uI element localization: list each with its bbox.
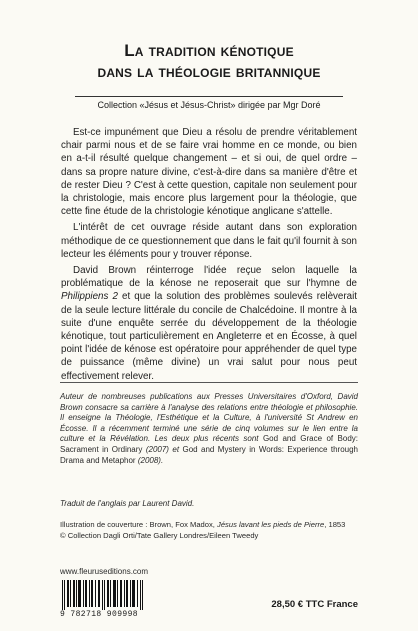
title-line-2: dans la théologie britannique bbox=[97, 62, 321, 81]
author-bio-text-3: (2008). bbox=[137, 455, 164, 465]
illustration-year: , 1853 bbox=[324, 520, 346, 529]
price-label: 28,50 € TTC France bbox=[271, 599, 358, 610]
barcode-icon bbox=[60, 580, 148, 610]
author-bio-text-2: (2007) et bbox=[145, 444, 180, 454]
illustration-prefix: Illustration de couverture : Brown, Fox Madox, bbox=[60, 520, 215, 529]
illustration-work: Jésus lavant les pieds de Pierre bbox=[217, 520, 325, 529]
summary-text bbox=[61, 126, 357, 386]
summary-paragraph-3: David Brown réinterroge l'idée reçue selon laquelle la problématique de la kénose ne reposerait que sur l'hymne de Philippiens 2 et que la solution des problèmes soulevés relèverait de la seule lecture littérale du concile de Chalcédoine. Il montre à la suite d'une enquête serrée du développement de la théologie kénotique, tout particulièrement en Angleterre et en Écosse, à quel point l'idée de kénose est opératoire pour appréhender de quel type de puissance (même divine) un vrai salut pour nous peut effectivement relever. bbox=[61, 265, 357, 382]
illustration-copyright: © Collection Dagli Orti/Tate Gallery Londres/Eileen Tweedy bbox=[60, 530, 259, 540]
summary-paragraph-2: L'intérêt de cet ouvrage réside autant dans son exploration méthodique de ce questionnement que dans le fait qu'il fournit à son lecteur les éléments pour y trouver réponse. bbox=[61, 222, 357, 260]
publisher-website: www.fleuruseditions.com bbox=[60, 567, 149, 576]
illustration-credit bbox=[60, 520, 358, 541]
title-line-1: La tradition kénotique bbox=[124, 41, 294, 60]
section-divider bbox=[60, 382, 358, 383]
isbn-number: 9 782718 909998 bbox=[60, 610, 139, 619]
author-bio-text: Auteur de nombreuses publications aux Presses Universitaires d'Oxford, David Brown consacre sa carrière à l'analyse des relations entre théologie et philosophie. Il enseigne la Théologie, l'Esthétique et la Culture, à l'université St Andrew en Écosse. Il a récemment terminé une série de cinq volumes sur le lien entre la culture et la Révélation. Les deux plus récents sont bbox=[60, 392, 358, 444]
author-bio bbox=[60, 392, 358, 466]
translator-credit: Traduit de l'anglais par Laurent David. bbox=[60, 499, 195, 508]
book-title-2: God and Mystery in Words: Experience through Drama and Metaphor bbox=[60, 444, 358, 465]
summary-paragraph-1: Est-ce impunément que Dieu a résolu de prendre véritablement chair parmi nous et de se faire vrai homme en ce monde, ou bien en a-t-il résulté quelque changement – et si oui, de quel ordre – dans sa propre nature divine, c'est-à-dire dans sa manière d'être et de rester Dieu ? C'est à cette question, capitale non seulement pour la christologie, mais encore plus largement pour la théologie, que cette fine étude de la christologie kénotique anglicane s'attelle. bbox=[61, 127, 357, 218]
collection-line: Collection «Jésus et Jésus-Christ» dirigée par Mgr Doré bbox=[75, 96, 343, 110]
book-title-1: God and Grace of Body: Sacrament in Ordinary bbox=[60, 434, 358, 454]
title-block bbox=[0, 0, 418, 110]
